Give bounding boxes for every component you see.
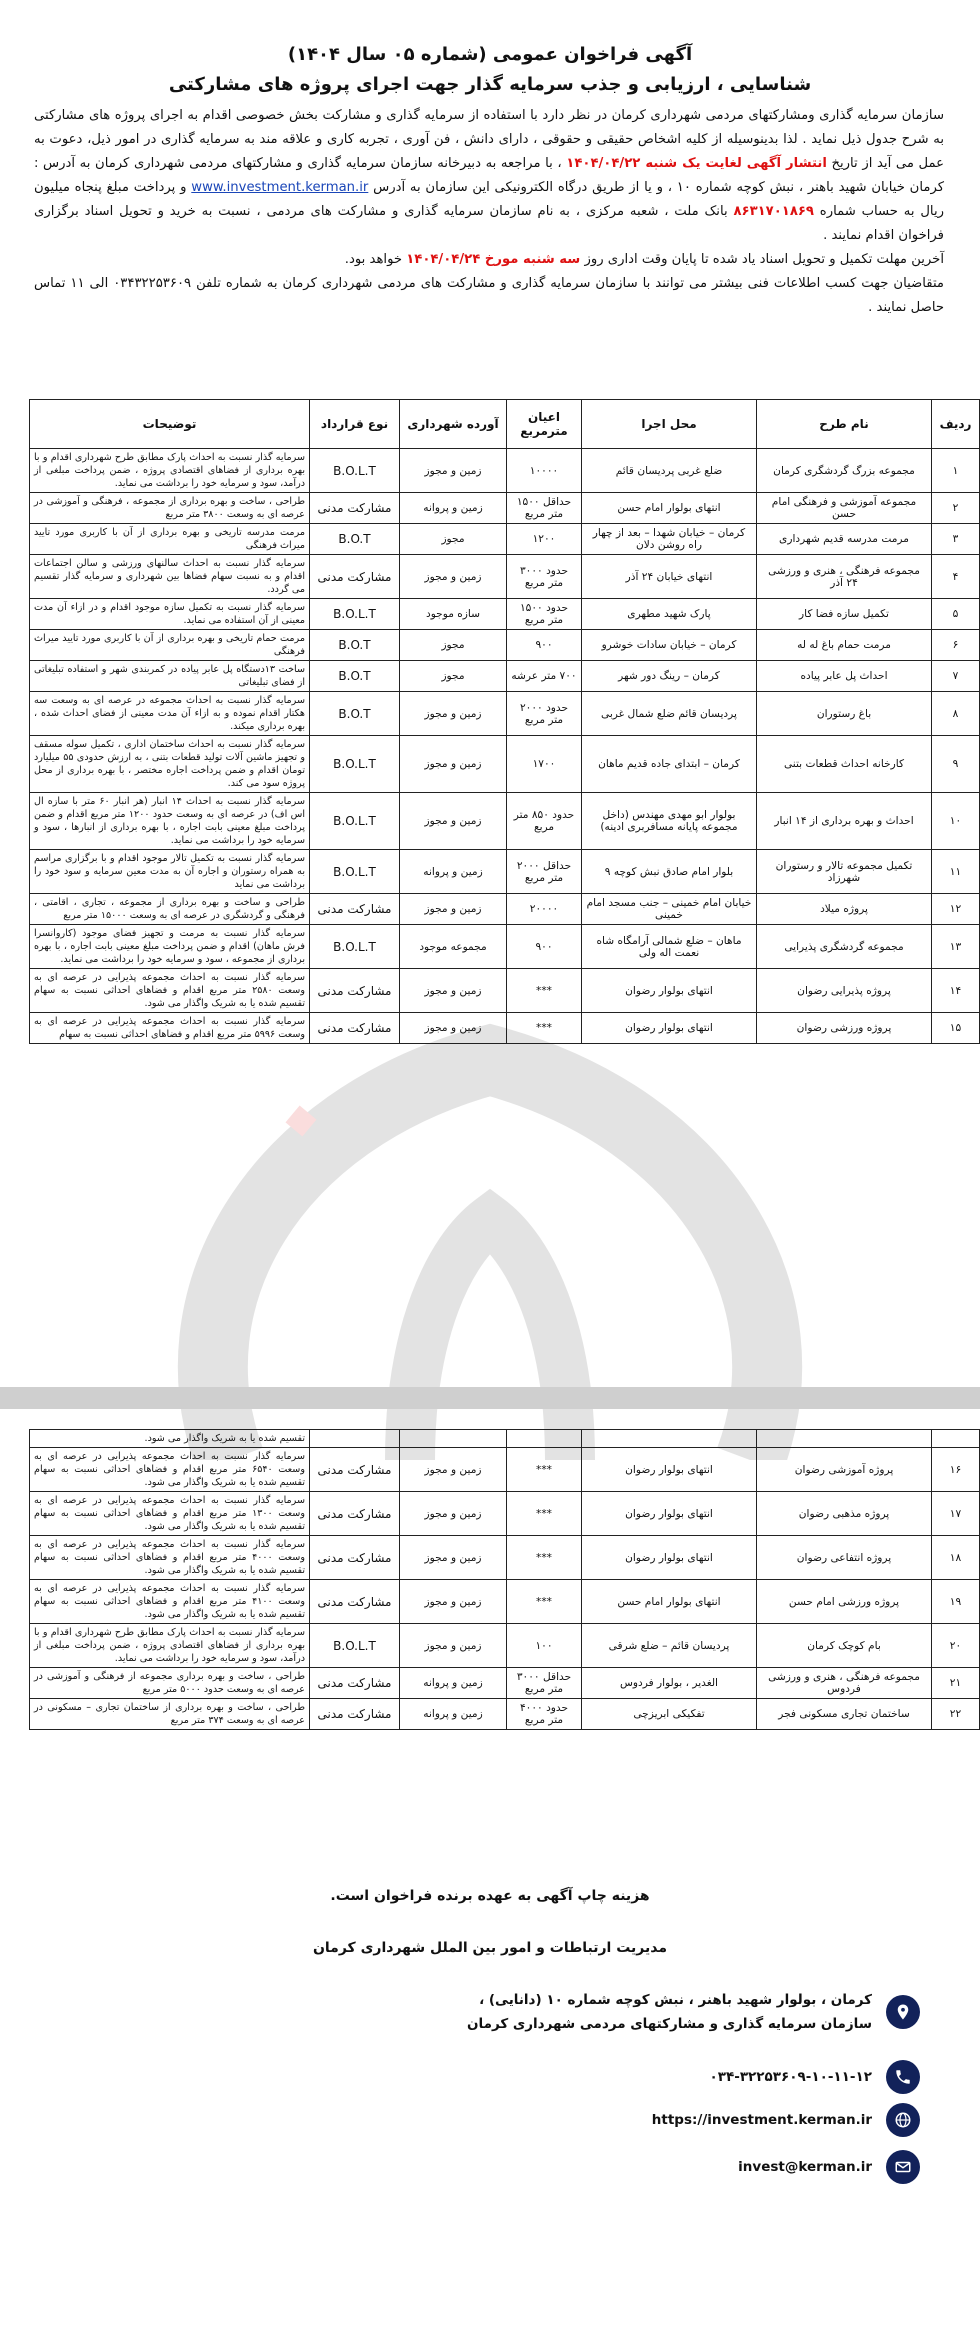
project-name: احداث و بهره برداری از ۱۴ انبار <box>757 793 932 850</box>
project-description: سرمایه گذار نسبت به تکمیل سازه موجود اقدام و در ازاء آن مدت معینی از آن استفاده می نماید. <box>30 599 310 630</box>
project-description: سرمایه گذار نسبت به احداث مجموعه در عرصه ای به وسعت سه هکتار اقدام نموده و به ازاء آن مدت معینی از فضای احداث شده ، بهره برداری میکند. <box>30 692 310 736</box>
phone-icon <box>886 2060 920 2094</box>
footer-website-link[interactable]: https://investment.kerman.ir <box>651 2112 872 2128</box>
row-number: ۸ <box>932 692 980 736</box>
project-location: انتهای بولوار امام حسن <box>582 493 757 524</box>
project-area: *** <box>507 1580 582 1624</box>
project-area: ۱۲۰۰ <box>507 524 582 555</box>
contract-type: B.O.T <box>310 661 400 692</box>
phone-row <box>710 2060 921 2094</box>
project-name: مجموعه گردشگری پذیرایی <box>757 925 932 969</box>
table-row <box>30 1492 980 1536</box>
project-name: تکمیل سازه فضا کار <box>757 599 932 630</box>
contract-type: B.O.T <box>310 524 400 555</box>
project-area: ۱۰۰۰۰ <box>507 449 582 493</box>
municipality-contribution: زمین و مجوز <box>400 793 507 850</box>
project-description: طراحی ، ساخت و بهره برداری از ساختمان تجاری – مسکونی در عرصه ای به وسعت ۳۷۴ متر مربع <box>30 1699 310 1730</box>
municipality-contribution: مجوز <box>400 661 507 692</box>
project-location: پردیسان قائم ضلع شمال غربی <box>582 692 757 736</box>
row-number: ۱۷ <box>932 1492 980 1536</box>
project-description: سرمایه گذار نسبت به احداث مجموعه پذیرایی در عرصه ای به وسعت ۵۹۹۶ متر مربع اقدام و فضاهای احداثی نسبت به سهام <box>30 1013 310 1044</box>
website-row <box>652 2103 920 2137</box>
project-location: انتهای بولوار رضوان <box>582 1492 757 1536</box>
project-area: *** <box>507 969 582 1013</box>
project-name: مجموعه آموزشی و فرهنگی امام حسن <box>757 493 932 524</box>
project-location: ماهان – ضلع شمالی آرامگاه شاه نعمت اله ولی <box>582 925 757 969</box>
project-description: سرمایه گذار نسبت به احداث ۱۴ انبار (هر انبار ۶۰ متر با سازه ال اس اف) در عرصه ای به وسعت حدود ۱۲۰۰ متر مربع اقدام و ضمن پرداخت مبلغ معینی بابت اجاره ، با بهره برداری از انبارها ، سود و سرمایه خود را برداشت می نماید. <box>30 793 310 850</box>
address-line1: کرمان ، بولوار شهید باهنر ، نبش کوچه شماره ۱۰ (دانایی) ، <box>479 1992 872 2008</box>
contract-type: B.O.L.T <box>310 736 400 793</box>
project-name: تکمیل مجموعه تالار و رستوران شهرزاد <box>757 850 932 894</box>
row-number: ۲۰ <box>932 1624 980 1668</box>
project-name: پروژه ورزشی رضوان <box>757 1013 932 1044</box>
row-number: ۱۶ <box>932 1448 980 1492</box>
intro-p1: سازمان سرمایه گذاری ومشارکتهای مردمی شهرداری کرمان در نظر دارد با استفاده از سرمایه گذاری و مشارکت بخش خصوصی اقدام به اجرای پروژه های مشارکتی به شرح جدول ذیل نماید . لذا بدینوسیله از کلیه اشخاص حقیقی و حقوقی ، دارای دانش ، فن آوری ، تجربه کاری و علاقه مند به سرمایه گذاری در امور ذیل، دعوت به عمل می آید از تاریخ <box>34 108 944 171</box>
row-number: ۲۱ <box>932 1668 980 1699</box>
contract-type: مشارکت مدنی <box>310 493 400 524</box>
municipality-contribution: مجموعه موجود <box>400 925 507 969</box>
contract-type: مشارکت مدنی <box>310 1580 400 1624</box>
project-area: ۲۰۰۰۰ <box>507 894 582 925</box>
project-description: سرمایه گذار نسبت به احداث مجموعه پذیرایی در عرصه ای به وسعت ۱۳۰۰ متر مربع اقدام و فضاهای احداثی نسبت به سهام تقسیم شده یا به شریک واگذار می شود. <box>30 1492 310 1536</box>
project-area: ۹۰۰ <box>507 630 582 661</box>
contract-type: مشارکت مدنی <box>310 555 400 599</box>
table-row <box>30 661 980 692</box>
project-name: ساختمان تجاری مسکونی فجر <box>757 1699 932 1730</box>
project-area: ۱۷۰۰ <box>507 736 582 793</box>
intro-p3: و پرداخت مبلغ پنجاه میلیون ریال به حساب شماره <box>34 180 944 219</box>
project-description: طراحی ، ساخت و بهره برداری از مجموعه ، فرهنگی و آموزشی در عرصه ای به وسعت ۳۸۰۰ متر مربع <box>30 493 310 524</box>
project-location: بولوار ابو مهدی مهندس (داخل مجموعه پایانه مسافربری ادینه) <box>582 793 757 850</box>
header-cell: محل اجرا <box>582 400 757 449</box>
project-location: پردیسان قائم – ضلع شرقی <box>582 1624 757 1668</box>
project-area: حدود ۸۵۰ متر مربع <box>507 793 582 850</box>
project-location: تفکیکی ابریزچی <box>582 1699 757 1730</box>
municipality-contribution: سازه موجود <box>400 599 507 630</box>
table-row <box>30 850 980 894</box>
project-name: پروژه ورزشی امام حسن <box>757 1580 932 1624</box>
project-location: کرمان – خیابان سادات خوشرو <box>582 630 757 661</box>
project-name: پروژه میلاد <box>757 894 932 925</box>
project-description: سرمایه گذار نسبت به احداث سالنهای ورزشی و سالن اجتماعات اقدام و به نسبت سهام فضاها بین شهرداری و سرمایه گذار تقسیم می گردد. <box>30 555 310 599</box>
municipality-contribution: زمین و مجوز <box>400 692 507 736</box>
website-link[interactable]: www.investment.kerman.ir <box>191 180 369 195</box>
table-row <box>30 736 980 793</box>
municipality-contribution: زمین و مجوز <box>400 736 507 793</box>
project-name: احداث پل عابر پیاده <box>757 661 932 692</box>
email-address[interactable]: invest@kerman.ir <box>738 2159 872 2175</box>
header-cell: ردیف <box>932 400 980 449</box>
project-description: طراحی ، ساخت و بهره برداری مجموعه از فرهنگی و آموزشی در عرصه ای به وسعت حدود ۵۰۰۰ متر مربع <box>30 1668 310 1699</box>
header-cell: نوع قرارداد <box>310 400 400 449</box>
address-line2: سازمان سرمایه گذاری و مشارکتهای مردمی شهرداری کرمان <box>467 2016 872 2032</box>
project-name: بام کوچک کرمان <box>757 1624 932 1668</box>
project-location: انتهای بولوار رضوان <box>582 1448 757 1492</box>
table-row <box>30 599 980 630</box>
row-number: ۱۹ <box>932 1580 980 1624</box>
project-description: سرمایه گذار نسبت به احداث مجموعه پذیرایی در عرصه ای به وسعت ۶۵۴۰ متر مربع اقدام و فضاهای احداثی نسبت به سهام تقسیم شده یا به شریک واگذار می شود. <box>30 1448 310 1492</box>
phone-number: ۰۳۴-۳۲۲۵۳۶۰۹-۱۰-۱۱-۱۲ <box>709 2069 872 2085</box>
row-number: ۱۲ <box>932 894 980 925</box>
table-row <box>30 1448 980 1492</box>
municipality-contribution: زمین و پروانه <box>400 850 507 894</box>
project-location: انتهای بولوار رضوان <box>582 1536 757 1580</box>
project-name: مجموعه فرهنگی ، هنری و ورزشی فردوس <box>757 1668 932 1699</box>
announcement-subtitle: شناسایی ، ارزیابی و جذب سرمایه گذار جهت اجرای پروژه های مشارکتی <box>168 74 812 95</box>
mail-icon <box>886 2150 920 2184</box>
project-description: سرمایه گذار نسبت به احداث ساختمان اداری ، تکمیل سوله مسقف و تجهیز ماشین آلات تولید قطعات بتنی ، به ارزش حدودی ۵۵ میلیارد تومان اقدام و ضمن پرداخت اجاره مختصر ، با بهره برداری از محل پروژه سود می کند. <box>30 736 310 793</box>
contract-type: B.O.L.T <box>310 449 400 493</box>
table-row <box>30 894 980 925</box>
email-row <box>738 2150 920 2184</box>
municipality-contribution: زمین و مجوز <box>400 969 507 1013</box>
project-area: حدود ۱۵۰۰ متر مربع <box>507 599 582 630</box>
project-description: سرمایه گذار نسبت به احداث مجموعه پذیرایی در عرصه ای به وسعت ۴۱۰۰ متر مربع اقدام و فضاهای احداثی نسبت به سهام تقسیم شده یا به شریک واگذار می شود. <box>30 1580 310 1624</box>
project-location: انتهای بولوار رضوان <box>582 1013 757 1044</box>
table-header-row <box>30 400 980 449</box>
project-description: سرمایه گذار نسبت به مرمت و تجهیز فضای موجود (کاروانسرا فرش ماهان) اقدام و ضمن پرداخت مبلغ معینی بابت اجاره ، با بهره برداری از مجموعه ، سود و سرمایه خود را برداشت می نماید. <box>30 925 310 969</box>
project-description: طراحی و ساخت و بهره برداری از مجموعه ، تجاری ، اقامتی ، فرهنگی و گردشگری در عرصه ای به وسعت ۱۵۰۰۰ متر مربع <box>30 894 310 925</box>
table-row <box>30 1699 980 1730</box>
project-name: پروژه انتفاعی رضوان <box>757 1536 932 1580</box>
table-row <box>30 1013 980 1044</box>
intro-text <box>34 104 944 320</box>
contract-type: مشارکت مدنی <box>310 1699 400 1730</box>
row-number: ۱۳ <box>932 925 980 969</box>
row-number: ۳ <box>932 524 980 555</box>
project-description: مرمت مدرسه تاریخی و بهره برداری از آن با کاربری مورد تایید میراث فرهنگی <box>30 524 310 555</box>
project-area: *** <box>507 1013 582 1044</box>
location-icon <box>886 1995 920 2029</box>
row-number: ۱ <box>932 449 980 493</box>
row-number: ۱۴ <box>932 969 980 1013</box>
intro-p5: آخرین مهلت تکمیل و تحویل اسناد یاد شده تا پایان وقت اداری روز <box>580 252 944 267</box>
municipality-contribution: زمین و مجوز <box>400 894 507 925</box>
contract-type: مشارکت مدنی <box>310 1013 400 1044</box>
intro-p6: خواهد بود. <box>344 252 407 267</box>
project-description: سرمایه گذار نسبت به احداث مجموعه پذیرایی در عرصه ای به وسعت ۴۰۰۰ متر مربع اقدام و فضاهای احداثی نسبت به سهام تقسیم شده یا به شریک واگذار می شود. <box>30 1536 310 1580</box>
row-number: ۱۵ <box>932 1013 980 1044</box>
project-location: الغدیر ، بولوار فردوس <box>582 1668 757 1699</box>
contract-type: مشارکت مدنی <box>310 1668 400 1699</box>
intro-p4: بانک ملت ، شعبه مرکزی ، به نام سازمان سرمایه گذاری و مشارکت های مردمی ، نسبت به خرید و تحویل اسناد برگزاری فراخوان اقدام نمایند . <box>34 204 944 243</box>
municipality-contribution: زمین و مجوز <box>400 449 507 493</box>
contract-type: B.O.T <box>310 630 400 661</box>
row-number: ۷ <box>932 661 980 692</box>
municipality-contribution: مجوز <box>400 524 507 555</box>
projects-table-continued <box>29 1429 980 1730</box>
row-number: ۱۱ <box>932 850 980 894</box>
header-cell: اعیان مترمربع <box>507 400 582 449</box>
footer-note: هزینه چاپ آگهی به عهده برنده فراخوان است. <box>330 1888 650 1904</box>
contract-type: مشارکت مدنی <box>310 1536 400 1580</box>
account-number: ۸۶۳۱۷۰۱۸۶۹ <box>733 204 814 219</box>
project-description: سرمایه گذار نسبت به احداث پارک مطابق طرح شهرداری اقدام و با بهره برداری از فضاهای اقتصادی پروژه ، ضمن پرداخت مبلغی از درآمد، سود و سرمایه خود را برداشت می نماید. <box>30 449 310 493</box>
table-row <box>30 1668 980 1699</box>
table-row <box>30 555 980 599</box>
project-location: بلوار امام صادق نبش کوچه ۹ <box>582 850 757 894</box>
contract-type: مشارکت مدنی <box>310 1448 400 1492</box>
municipality-contribution: زمین و مجوز <box>400 1492 507 1536</box>
project-name: پروژه پذیرایی رضوان <box>757 969 932 1013</box>
contract-type: مشارکت مدنی <box>310 894 400 925</box>
project-location: انتهای بولوار رضوان <box>582 969 757 1013</box>
header-cell: توضیحات <box>30 400 310 449</box>
project-description: سرمایه گذار نسبت به احداث مجموعه پذیرایی در عرصه ای به وسعت ۲۵۸۰ متر مربع اقدام و فضاهای احداثی نسبت به سهام تقسیم شده یا به شریک واگذار می شود. <box>30 969 310 1013</box>
table-row <box>30 449 980 493</box>
row-number: ۲۲ <box>932 1699 980 1730</box>
header-cell: آورده شهرداری <box>400 400 507 449</box>
project-name: مجموعه بزرگ گردشگری کرمان <box>757 449 932 493</box>
deadline-date: سه شنبه مورخ ۱۴۰۴/۰۴/۲۴ <box>406 252 581 267</box>
intro-p2: ، با مراجعه به دبیرخانه سازمان سرمایه گذاری و مشارکتهای مردمی شهرداری کرمان به آدرس : کرمان خیابان شهید باهنر ، نبش کوچه شماره ۱۰ ، و یا از طریق درگاه الکترونیکی این سازمان به آدرس <box>34 156 945 195</box>
row-number: ۵ <box>932 599 980 630</box>
row-number: ۶ <box>932 630 980 661</box>
announcement-title: آگهی فراخوان عمومی (شماره ۰۵ سال ۱۴۰۴) <box>287 44 693 65</box>
table-row <box>30 793 980 850</box>
project-area: حدود ۳۰۰۰ متر مربع <box>507 555 582 599</box>
row-number: ۴ <box>932 555 980 599</box>
contract-type: مشارکت مدنی <box>310 969 400 1013</box>
project-description: ساخت ۱۳دستگاه پل عابر پیاده در کمربندی شهر و استفاده تبلیغاتی از فضای تبلیغاتی <box>30 661 310 692</box>
table-row <box>30 493 980 524</box>
row-number: ۹ <box>932 736 980 793</box>
municipality-contribution: زمین و مجوز <box>400 555 507 599</box>
project-name: مرمت حمام باغ له له <box>757 630 932 661</box>
project-name: مرمت مدرسه قدیم شهرداری <box>757 524 932 555</box>
table-row <box>30 692 980 736</box>
contract-type: مشارکت مدنی <box>310 1492 400 1536</box>
project-location: انتهای خیابان ۲۴ آذر <box>582 555 757 599</box>
row-number: ۲ <box>932 493 980 524</box>
publication-period: انتشار آگهی لغایت یک شنبه ۱۴۰۴/۰۴/۲۲ <box>566 156 827 171</box>
address-row <box>467 1988 920 2036</box>
project-area: حداقل ۳۰۰۰ متر مربع <box>507 1668 582 1699</box>
municipality-contribution: زمین و مجوز <box>400 1013 507 1044</box>
project-location: کرمان – خیابان شهدا – بعد از چهار راه روشن دلان <box>582 524 757 555</box>
project-area: ۱۰۰ <box>507 1624 582 1668</box>
page-divider <box>0 1387 980 1409</box>
project-area: *** <box>507 1448 582 1492</box>
municipality-contribution: زمین و پروانه <box>400 1699 507 1730</box>
row-number: ۱۸ <box>932 1536 980 1580</box>
row-number: ۱۰ <box>932 793 980 850</box>
project-area: ۹۰۰ <box>507 925 582 969</box>
table-row <box>30 524 980 555</box>
globe-icon <box>886 2103 920 2137</box>
municipality-contribution: زمین و مجوز <box>400 1448 507 1492</box>
project-area: حدود ۲۰۰۰ متر مربع <box>507 692 582 736</box>
project-location: ضلع غربی پردیسان قائم <box>582 449 757 493</box>
projects-table-body <box>30 1430 980 1730</box>
contract-type: B.O.L.T <box>310 925 400 969</box>
municipality-contribution: زمین و مجوز <box>400 1624 507 1668</box>
contract-type: B.O.L.T <box>310 793 400 850</box>
project-area: حداقل ۱۵۰۰ متر مربع <box>507 493 582 524</box>
municipality-contribution: زمین و مجوز <box>400 1580 507 1624</box>
contract-type: B.O.L.T <box>310 599 400 630</box>
table-row <box>30 1536 980 1580</box>
project-location: خیابان امام خمینی – جنب مسجد امام خمینی <box>582 894 757 925</box>
contract-type: B.O.L.T <box>310 1624 400 1668</box>
project-location: انتهای بولوار امام حسن <box>582 1580 757 1624</box>
project-description: سرمایه گذار نسبت به تکمیل تالار موجود اقدام و با برگزاری مراسم به همراه رستوران و اجاره آن به مدت معین سرمایه و سود خود را برداشت می نماید <box>30 850 310 894</box>
header-cell: نام طرح <box>757 400 932 449</box>
contract-type: B.O.L.T <box>310 850 400 894</box>
project-name: باغ رستوران <box>757 692 932 736</box>
project-area: ۷۰۰ متر عرشه <box>507 661 582 692</box>
contract-type: B.O.T <box>310 692 400 736</box>
project-name: کارخانه احداث قطعات بتنی <box>757 736 932 793</box>
projects-table-body <box>30 449 980 1044</box>
table-row <box>30 969 980 1013</box>
project-name: پروژه آموزشی رضوان <box>757 1448 932 1492</box>
table-row <box>30 1580 980 1624</box>
project-description: سرمایه گذار نسبت به احداث پارک مطابق طرح شهرداری اقدام و با بهره برداری از فضاهای اقتصادی پروژه ، ضمن پرداخت مبلغی از درآمد، سود و سرمایه خود را برداشت می نماید. <box>30 1624 310 1668</box>
table-row <box>30 630 980 661</box>
projects-table <box>29 399 980 1044</box>
project-area: حداقل ۲۰۰۰ متر مربع <box>507 850 582 894</box>
project-location: کرمان – رینگ دور شهر <box>582 661 757 692</box>
municipality-contribution: زمین و پروانه <box>400 493 507 524</box>
project-location: پارک شهید مطهری <box>582 599 757 630</box>
table-row <box>30 1624 980 1668</box>
intro-p7: متقاضیان جهت کسب اطلاعات فنی بیشتر می توانند با سازمان سرمایه گذاری و مشارکت های مردمی شهرداری کرمان به شماره تلفن ۰۳۴۳۲۲۵۳۶۰۹ الی ۱۱ تماس حاصل نمایند . <box>34 276 944 315</box>
footer-department: مدیریت ارتباطات و امور بین الملل شهرداری کرمان <box>312 1940 668 1956</box>
project-area: حدود ۴۰۰۰ متر مربع <box>507 1699 582 1730</box>
project-description: مرمت حمام تاریخی و بهره برداری از آن با کاربری مورد تایید میراث فرهنگی <box>30 630 310 661</box>
table-row <box>30 925 980 969</box>
municipality-contribution: مجوز <box>400 630 507 661</box>
project-location: کرمان – ابتدای جاده قدیم ماهان <box>582 736 757 793</box>
municipality-contribution: زمین و پروانه <box>400 1668 507 1699</box>
table-row-continuation <box>30 1430 980 1448</box>
project-area: *** <box>507 1492 582 1536</box>
project-area: *** <box>507 1536 582 1580</box>
project-name: مجموعه فرهنگی ، هنری و ورزشی ۲۴ آذر <box>757 555 932 599</box>
continuation-cell: تقسیم شده یا به شریک واگذار می شود. <box>30 1430 310 1448</box>
municipality-contribution: زمین و مجوز <box>400 1536 507 1580</box>
project-name: پروژه مذهبی رضوان <box>757 1492 932 1536</box>
